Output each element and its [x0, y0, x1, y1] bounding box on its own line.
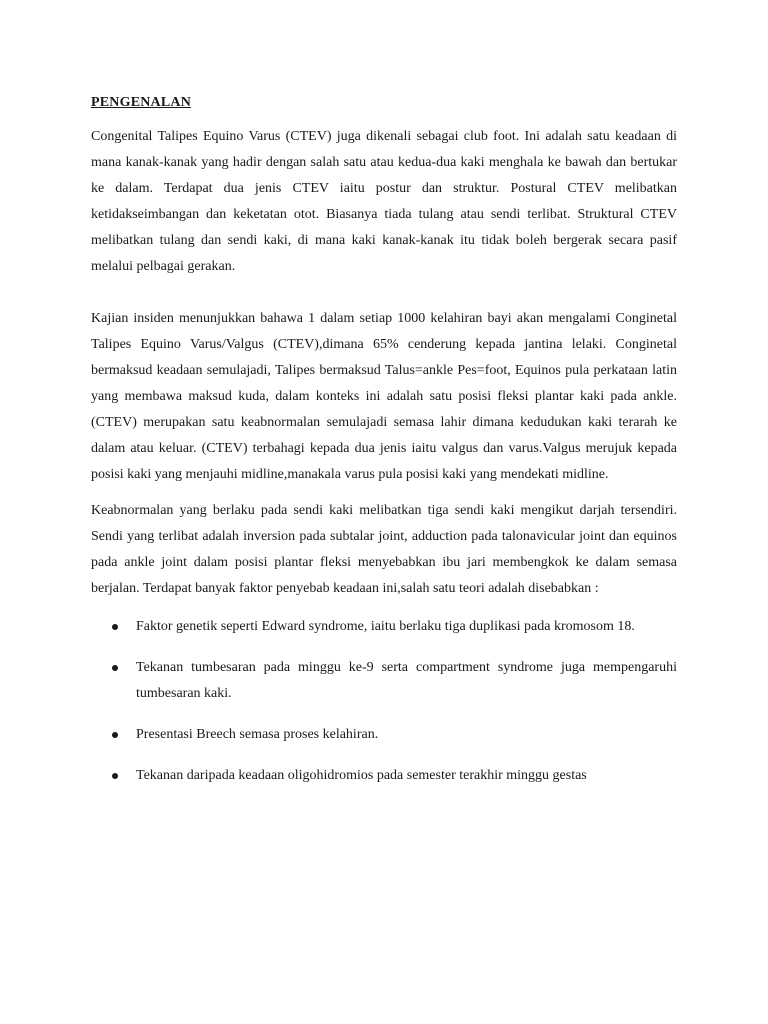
list-item-text: Faktor genetik seperti Edward syndrome, iaitu berlaku tiga duplikasi pada kromosom 18.: [136, 619, 635, 634]
paragraph-abnormality: Keabnormalan yang berlaku pada sendi kaki melibatkan tiga sendi kaki mengikut darjah tersendiri. Sendi yang terlibat adalah inversion pada subtalar joint, adduction pada talonavicular joint dan equinos pada ankle joint dalam posisi plantar fleksi menyebabkan ibu jari membengkok ke dalam semasa berjalan. Terdapat banyak faktor penyebab keadaan ini,salah satu teori adalah disebabkan :: [91, 503, 677, 596]
bullet-icon: [112, 732, 118, 738]
list-item: [91, 763, 677, 789]
list-item: [91, 722, 677, 748]
document-page: [91, 92, 677, 804]
list-item-text: Tekanan tumbesaran pada minggu ke-9 serta compartment syndrome juga mempengaruhi tumbesaran kaki.: [136, 660, 677, 701]
cause-list: [91, 614, 677, 789]
paragraph-incidence: Kajian insiden menunjukkan bahawa 1 dalam setiap 1000 kelahiran bayi akan mengalami Conginetal Talipes Equino Varus/Valgus (CTEV),dimana 65% cenderung kepada jantina lelaki. Conginetal bermaksud keadaan semulajadi, Talipes bermaksud Talus=ankle Pes=foot, Equinos pula perkataan latin yang membawa maksud kuda, dalam konteks ini adalah satu posisi fleksi plantar kaki pada ankle. (CTEV) merupakan satu keabnormalan semulajadi semasa lahir dimana kedudukan kaki terarah ke dalam atau keluar. (CTEV) terbahagi kepada dua jenis iaitu valgus dan varus.Valgus merujuk kepada posisi kaki yang menjauhi midline,manakala varus pula posisi kaki yang mendekati midline.: [91, 311, 677, 482]
list-item: [91, 655, 677, 707]
bullet-icon: [112, 665, 118, 671]
list-item: [91, 614, 677, 640]
paragraph-intro: Congenital Talipes Equino Varus (CTEV) juga dikenali sebagai club foot. Ini adalah satu keadaan di mana kanak-kanak yang hadir dengan salah satu atau kedua-dua kaki menghala ke bawah dan bertukar ke dalam. Terdapat dua jenis CTEV iaitu postur dan struktur. Postural CTEV melibatkan ketidakseimbangan dan keketatan otot. Biasanya tiada tulang atau sendi terlibat. Struktural CTEV melibatkan tulang dan sendi kaki, di mana kaki kanak-kanak itu tidak boleh bergerak secara pasif melalui pelbagai gerakan.: [91, 129, 677, 274]
bullet-icon: [112, 773, 118, 779]
list-item-text: Presentasi Breech semasa proses kelahiran.: [136, 727, 379, 742]
section-heading: PENGENALAN: [91, 95, 192, 110]
list-item-text: Tekanan daripada keadaan oligohidromios pada semester terakhir minggu gestas: [136, 768, 587, 783]
bullet-icon: [112, 624, 118, 630]
